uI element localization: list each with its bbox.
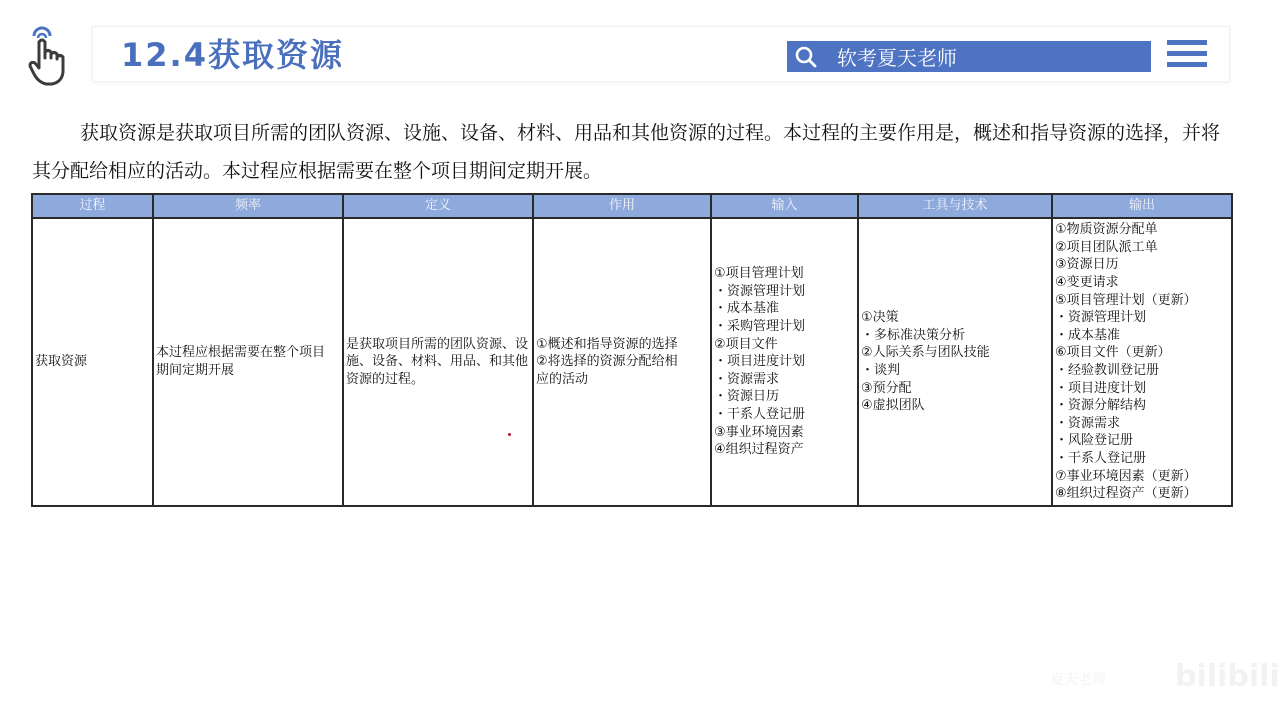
output-item: ・资源需求 [1055,415,1121,431]
output-item: ・资源分解结构 [1055,398,1147,414]
input-item: ①项目管理计划 [714,266,804,282]
input-item: ・资源日历 [714,389,780,405]
tool-item: ②人际关系与团队技能 [861,345,990,361]
output-item: ・干系人登记册 [1055,450,1147,466]
output-item: ・资源管理计划 [1055,310,1147,326]
input-item: ②项目文件 [714,336,778,352]
input-item: ・采购管理计划 [714,319,806,335]
search-icon[interactable] [795,46,817,68]
input-item: ・项目进度计划 [714,354,806,370]
watermark [1010,655,1280,699]
cell-tools [858,218,1052,506]
cursor-dot [508,433,511,436]
column-header-tools: 工具与技术 [858,194,1052,218]
table-row [32,218,1232,506]
output-item: ⑤项目管理计划（更新） [1055,292,1197,308]
output-item: ・项目进度计划 [1055,380,1147,396]
column-header-outputs: 输出 [1052,194,1232,218]
output-item: ③资源日历 [1055,257,1119,273]
input-item: ・资源管理计划 [714,283,806,299]
output-item: ⑧组织过程资产（更新） [1055,486,1197,502]
page-title: 12.4获取资源 [121,36,344,74]
intro-paragraph: 获取资源是获取项目所需的团队资源、设施、设备、材料、用品和其他资源的过程。本过程的主要作用是，概述和指导资源的选择，并将其分配给相应的活动。本过程应根据需要在整个项目期间定期开展。 [32,122,1221,182]
purpose-line: ①概述和指导资源的选择 [536,336,678,352]
output-item: ・成本基准 [1055,327,1121,343]
column-header-definition: 定义 [343,194,533,218]
header-bar [92,26,1230,82]
cell-purpose [533,218,711,506]
output-item: ・风险登记册 [1055,433,1134,449]
output-item: ④变更请求 [1055,275,1119,291]
cell-process: 获取资源 [32,218,153,506]
watermark-text: 夏天老师 [1050,672,1106,688]
column-header-inputs: 输入 [711,194,858,218]
tool-item: ①决策 [861,310,899,326]
bilibili-logo-icon: bilibili [1175,659,1280,694]
output-item: ⑥项目文件（更新） [1055,345,1171,361]
input-item: ・成本基准 [714,301,780,317]
output-item: ⑦事业环境因素（更新） [1055,468,1197,484]
input-item: ④组织过程资产 [714,442,804,458]
column-header-purpose: 作用 [533,194,711,218]
tool-item: ・谈判 [861,363,901,378]
column-header-process: 过程 [32,194,153,218]
search-box[interactable] [787,41,1151,72]
tool-item: ④虚拟团队 [861,398,925,414]
tool-item: ③预分配 [861,380,912,396]
table-header-row [32,194,1232,218]
output-item: ①物质资源分配单 [1055,222,1158,238]
column-header-frequency: 频率 [153,194,343,218]
purpose-line: 应的活动 [536,371,589,387]
cell-definition: 是获取项目所需的团队资源、设施、设备、材料、用品、和其他资源的过程。 [343,218,533,506]
input-item: ・干系人登记册 [714,406,806,422]
output-item: ・经验教训登记册 [1055,363,1160,378]
cell-frequency: 本过程应根据需要在整个项目期间定期开展 [153,218,343,506]
hamburger-menu-icon[interactable] [1167,40,1207,70]
process-table [31,193,1233,507]
hand-pointer-icon [24,24,72,88]
tool-item: ・多标准决策分析 [861,327,966,343]
search-text[interactable]: 软考夏天老师 [837,46,957,70]
input-item: ・资源需求 [714,371,780,387]
cell-outputs [1052,218,1232,506]
cell-inputs [711,218,858,506]
output-item: ②项目团队派工单 [1055,239,1158,255]
input-item: ③事业环境因素 [714,424,804,440]
purpose-line: ②将选择的资源分配给相 [536,354,678,370]
